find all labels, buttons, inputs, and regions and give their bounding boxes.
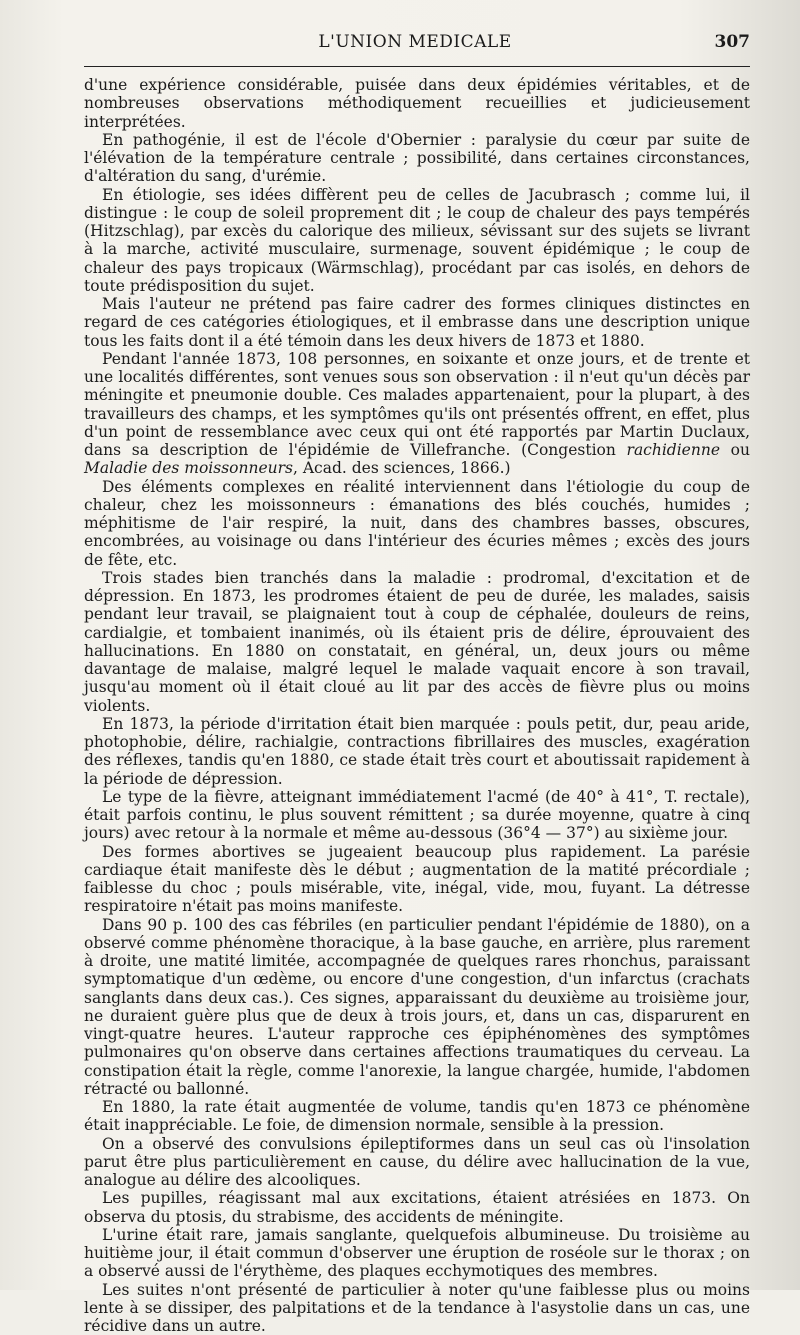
paragraph-text: L'urine était rare, jamais sanglante, quelquefois albumineuse. Du troisième au huitième jour, il était commun d'observer une éruption de roséole sur le thorax ; on a observé aussi de l'érythème, des plaques ecchymotiques des membres. [84,1226,750,1281]
paragraph [84,788,750,843]
article-body [84,76,750,1335]
page-number: 307 [715,32,751,52]
paragraph-text: En 1880, la rate était augmentée de volume, tandis qu'en 1873 ce phénomène était inappréciable. Le foie, de dimension normale, sensible à la pression. [84,1098,750,1134]
paragraph-text: Dans 90 p. 100 des cas fébriles (en particulier pendant l'épidémie de 1880), on a observé comme phénomène thoracique, à la base gauche, en arrière, plus rarement à droite, une matité limitée, accompagnée de quelques rares rhonchus, paraissant symptomatique d'un œdème, ou encore d'une congestion, d'un infarctus (crachats sanglants dans deux cas.). Ces signes, apparaissant du deuxième au troisième jour, ne duraient guère plus que de deux à trois jours, et, dans un cas, disparurent en vingt-quatre heures. L'auteur rapproche ces épiphénomènes des symptômes pulmonaires qu'on observe dans certaines affections traumatiques du cerveau. La constipation était la règle, comme l'anorexie, la langue chargée, humide, l'abdomen rétracté ou ballonné. [84,916,750,1098]
paragraph-text: Les pupilles, réagissant mal aux excitations, étaient atrésiées en 1873. On observa du ptosis, du strabisme, des accidents de méningite. [84,1189,750,1225]
paragraph-text: , Acad. des sciences, 1866.) [293,459,511,477]
paragraph-text: Pendant l'année 1873, 108 personnes, en soixante et onze jours, et de trente et une localités différentes, sont venues sous son observation : il n'eut qu'un décès par méningite et pneumonie double. Ces malades appartenaient, pour la plupart, à des travailleurs des champs, et les symptômes qu'ils ont présentés offrent, en effet, plus d'un point de ressemblance avec ceux qui ont été rapportés par Martin Duclaux, dans sa description de l'épidémie de Villefranche. (Congestion [84,350,750,459]
paragraph [84,1098,750,1135]
paragraph [84,350,750,478]
paragraph-text: En étiologie, ses idées diffèrent peu de celles de Jacubrasch ; comme lui, il distingue : le coup de soleil proprement dit ; le coup de chaleur des pays tempérés (Hitzschlag), par excès du calorique des milieux, sévissant sur des sujets se livrant à la marche, activité musculaire, surmenage, souvent épidémique ; le coup de chaleur des pays tropicaux (Wärmschlag), procédant par cas isolés, en dehors de toute prédisposition du sujet. [84,186,750,295]
paragraph-text: Le type de la fièvre, atteignant immédiatement l'acmé (de 40° à 41°, T. rectale), était parfois continu, le plus souvent rémittent ; sa durée moyenne, quatre à cinq jours) avec retour à la normale et même au-dessous (36°4 — 37°) au sixième jour. [84,788,750,843]
paragraph [84,1226,750,1281]
paragraph-text: Mais l'auteur ne prétend pas faire cadrer des formes cliniques distinctes en regard de ces catégories étiologiques, et il embrasse dans une description unique tous les faits dont il a été témoin dans les deux hivers de 1873 et 1880. [84,295,750,350]
paragraph [84,1189,750,1226]
paragraph-text: En 1873, la période d'irritation était bien marquée : pouls petit, dur, peau aride, photophobie, délire, rachialgie, contractions fibrillaires des muscles, exagération des réflexes, tandis qu'en 1880, ce stade était très court et aboutissait rapidement à la période de dépression. [84,715,750,788]
paragraph-text: On a observé des convulsions épileptiformes dans un seul cas où l'insolation parut être plus particulièrement en cause, du délire avec hallucination de la vue, analogue au délire des alcooliques. [84,1135,750,1190]
running-title: L'UNION MEDICALE [80,32,750,52]
paragraph-text: Des éléments complexes en réalité interviennent dans l'étiologie du coup de chaleur, chez les moissonneurs : émanations des blés couchés, humides ; méphitisme de l'air respiré, la nuit, dans des chambres basses, obscures, encombrées, au voisinage ou dans l'intérieur des écuries mêmes ; excès des jours de fête, etc. [84,478,750,569]
paragraph-text: ou [720,441,750,459]
paragraph-text: Trois stades bien tranchés dans la maladie : prodromal, d'excitation et de dépression. En 1873, les prodromes étaient de peu de durée, les malades, saisis pendant leur travail, se plaignaient tout à coup de céphalée, douleurs de reins, cardialgie, et tombaient inanimés, où ils étaient pris de délire, éprouvaient des hallucinations. En 1880 on constatait, en général, un, deux jours ou même davantage de malaise, malgré lequel le malade vaquait encore à son travail, jusqu'au moment où il était cloué au lit par des accès de fièvre plus ou moins violents. [84,569,750,715]
paragraph-text: Des formes abortives se jugeaient beaucoup plus rapidement. La parésie cardiaque était manifeste dès le début ; augmentation de la matité précordiale ; faiblesse du choc ; pouls misérable, vite, inégal, vide, mou, fuyant. La détresse respiratoire n'était pas moins manifeste. [84,843,750,916]
paragraph [84,1135,750,1190]
italic-text: Maladie des moissonneurs [84,459,293,477]
paragraph-text: d'une expérience considérable, puisée dans deux épidémies véritables, et de nombreuses observations méthodiquement recueillies et judicieusement interprétées. [84,76,750,131]
paragraph [84,715,750,788]
paragraph-text: En pathogénie, il est de l'école d'Obernier : paralysie du cœur par suite de l'élévation de la température centrale ; possibilité, dans certaines circonstances, d'altération du sang, d'urémie. [84,131,750,186]
paragraph [84,569,750,715]
paragraph-text: Les suites n'ont présenté de particulier à noter qu'une faiblesse plus ou moins lente à se dissiper, des palpitations et de la tendance à l'asystolie dans un cas, une récidive dans un autre. [84,1281,750,1335]
paragraph [84,76,750,131]
italic-text: rachidienne [627,441,720,459]
header-rule [84,66,750,67]
paragraph [84,131,750,186]
paragraph [84,916,750,1099]
paragraph [84,186,750,296]
page-header [80,32,750,56]
paragraph [84,843,750,916]
paragraph [84,1281,750,1335]
paragraph [84,295,750,350]
paragraph [84,478,750,569]
